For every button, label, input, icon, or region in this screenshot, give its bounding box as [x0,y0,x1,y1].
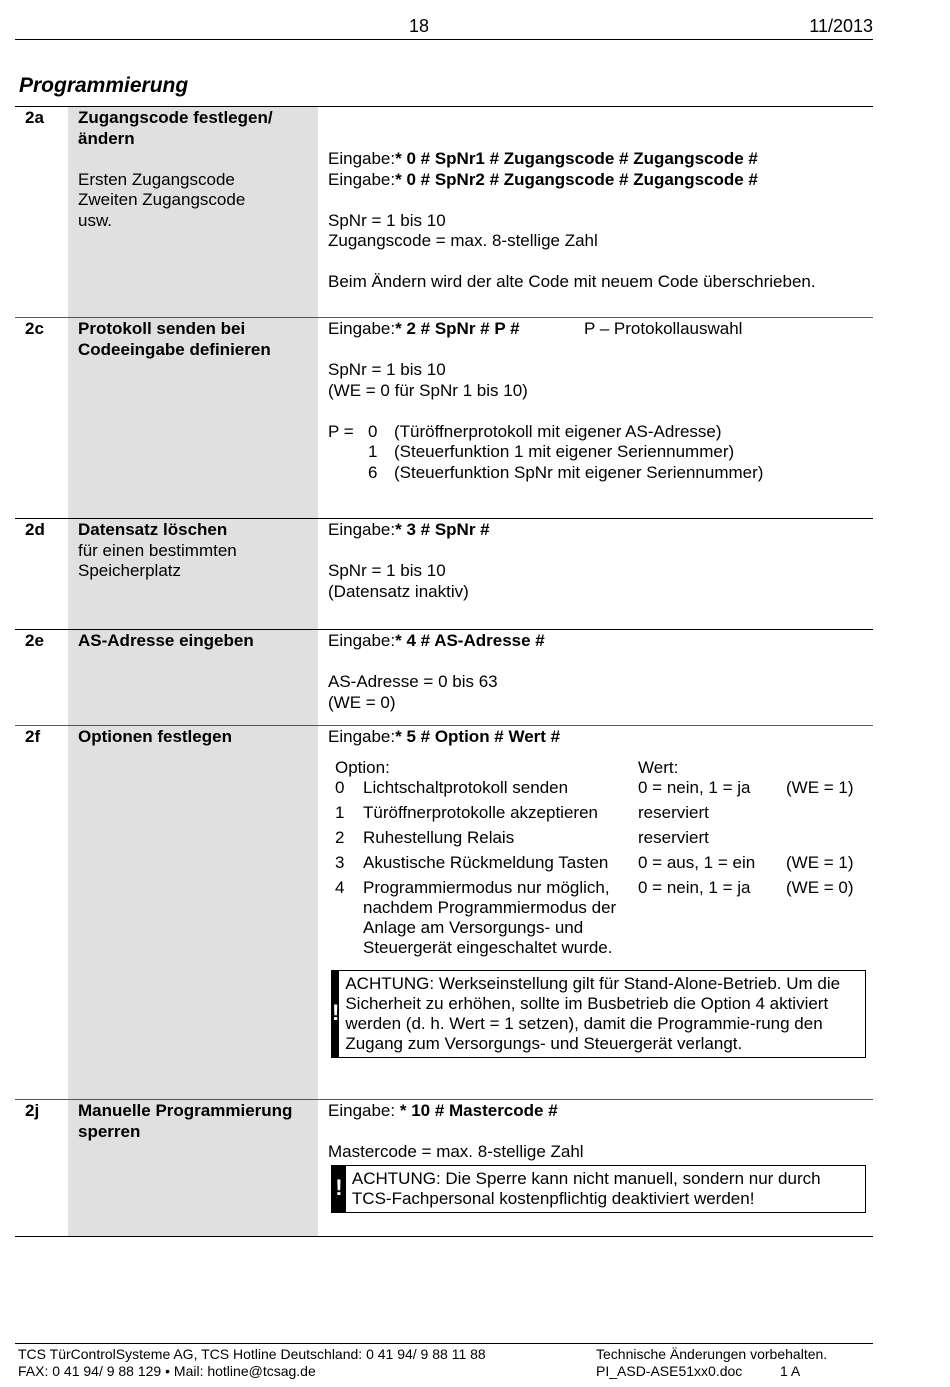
row-number: 2f [25,727,41,746]
footer-company: TCS TürControlSysteme AG, TCS Hotline Deutschland: 0 41 94/ 9 88 11 88 [18,1346,486,1362]
row-content [328,319,873,483]
row-subtext: usw. [78,210,113,230]
row-label [78,727,313,748]
row-title: sperren [78,1121,141,1141]
input-command: * 10 # Mastercode # [399,1101,558,1120]
row-title: Datensatz löschen [78,520,228,539]
input-command: * 0 # SpNr2 # Zugangscode # Zugangscode # [395,169,758,189]
input-line: Eingabe:* 5 # Option # Wert # [328,727,561,746]
info-line: SpNr = 1 bis 10 [328,561,446,580]
footer-left [18,1346,486,1380]
table-row-2a [15,106,873,317]
row-rule [15,629,873,630]
info-line: SpNr = 1 bis 10 [328,210,446,230]
info-line: (Datensatz inaktiv) [328,581,469,601]
info-line: Zugangscode = max. 8-stellige Zahl [328,231,598,250]
row-label [78,319,313,360]
options-table [335,758,873,958]
protocol-option: P = 0 (Türöffnerprotokoll mit eigener AS-Adresse) [328,421,722,441]
info-line: Mastercode = max. 8-stellige Zahl [328,1142,584,1161]
option-row: 3 Akustische Rückmeldung Tasten 0 = aus, 1 = ein (WE = 1) [335,852,854,872]
input-line: Eingabe:* 0 # SpNr2 # Zugangscode # Zugangscode # [328,169,758,189]
row-subtext: für einen bestimmten [78,540,237,560]
row-subtext: Zweiten Zugangscode [78,190,246,209]
info-line: (WE = 0 für SpNr 1 bis 10) [328,380,528,400]
footer-revision: 1 A [780,1363,801,1379]
input-line: Eingabe: * 10 # Mastercode # [328,1101,558,1120]
document-date: 11/2013 [809,16,873,36]
value-column-header: Wert: [638,757,679,777]
row-title: Zugangscode festlegen/ ändern [78,108,273,148]
row-number: 2c [25,319,44,338]
row-content [328,727,873,1058]
input-line: Eingabe:* 4 # AS-Adresse # [328,631,545,650]
table-row-2d [15,518,873,629]
input-command: * 0 # SpNr1 # Zugangscode # Zugangscode # [395,149,758,168]
warning-text: ACHTUNG: Die Sperre kann nicht manuell, sondern nur durch TCS-Fachpersonal kostenpflichtig deaktiviert werden! [351,1168,821,1208]
row-content [328,108,873,293]
warning-box [331,970,866,1058]
info-line: Beim Ändern wird der alte Code mit neuem Code überschrieben. [328,272,816,291]
row-rule [15,1099,873,1100]
exclamation-icon: ! [332,971,339,1057]
table-row-2c [15,317,873,518]
row-rule [15,317,873,318]
info-line: AS-Adresse = 0 bis 63 [328,672,498,691]
row-rule [15,725,873,726]
row-title: Codeeingabe definieren [78,339,271,359]
row-content [328,520,873,602]
info-line: (WE = 0) [328,692,396,712]
row-label [78,520,313,582]
info-line: SpNr = 1 bis 10 [328,360,446,379]
option-row: 4 Programmiermodus nur möglich, nachdem Programmiermodus der Anlage am Versorgungs- und Steuergerät eingeschaltet wurde. 0 = nein, 1 = ja (WE = 0) [335,877,854,957]
row-title: Optionen festlegen [78,727,232,746]
row-subtext: Ersten Zugangscode [78,169,235,189]
table-row-2e [15,629,873,725]
row-number: 2a [25,108,44,127]
row-content [328,631,873,713]
row-title: AS-Adresse eingeben [78,631,254,650]
row-rule [15,518,873,519]
row-content [328,1101,873,1213]
protocol-option: 6 (Steuerfunktion SpNr mit eigener Seriennummer) [368,462,764,482]
option-row: 1 Türöffnerprotokolle akzeptieren reserviert [335,802,709,822]
input-line: Eingabe:* 3 # SpNr # [328,520,490,539]
header-rule [15,39,873,40]
row-title: Protokoll senden bei [78,319,246,338]
programming-table [15,106,873,1236]
option-row: 2 Ruhestellung Relais reserviert [335,827,709,847]
footer-rule [15,1343,873,1344]
warning-text: ACHTUNG: Werkseinstellung gilt für Stand-Alone-Betrieb. Um die Sicherheit zu erhöhen, sollte im Busbetrieb die Option 4 aktiviert werden (d. h. Wert = 1 setzen), damit die Programmie-rung den Zugang zum Versorgungs- und Steuergerät verlangt. [345,973,841,1053]
protocol-option: 1 (Steuerfunktion 1 mit eigener Seriennummer) [368,442,735,461]
footer-document-name: PI_ASD-ASE51xx0.doc [596,1363,743,1379]
footer-right [596,1346,856,1380]
input-line: Eingabe:* 0 # SpNr1 # Zugangscode # Zugangscode # [328,149,758,168]
row-number: 2d [25,520,45,539]
command-note: P – Protokollauswahl [584,319,743,338]
row-label [78,631,313,652]
page-number: 18 [408,16,430,36]
option-column-header: Option: [335,757,390,777]
row-title: Manuelle Programmierung [78,1101,293,1120]
row-label [78,1101,313,1142]
row-subtext: Speicherplatz [78,561,182,580]
options-header [335,758,873,778]
row-number: 2j [25,1101,40,1120]
row-rule [15,106,873,107]
table-bottom-rule [15,1236,873,1237]
footer-contact: FAX: 0 41 94/ 9 88 129 • Mail: hotline@tcsag.de [18,1363,316,1379]
warning-box [331,1165,866,1213]
footer-disclaimer: Technische Änderungen vorbehalten. [596,1346,828,1362]
input-line: Eingabe:* 2 # SpNr # P # P – Protokollauswahl [328,319,743,338]
row-number: 2e [25,631,44,650]
option-row: 0 Lichtschaltprotokoll senden 0 = nein, 1 = ja (WE = 1) [335,777,854,797]
table-row-2j [15,1099,873,1236]
input-command: * 5 # Option # Wert # [395,727,561,746]
row-label [78,108,313,231]
input-command: * 4 # AS-Adresse # [395,631,545,650]
input-command: * 3 # SpNr # [395,520,490,539]
table-row-2f [15,725,873,1099]
section-title: Programmierung [19,74,189,97]
input-command: * 2 # SpNr # P # [395,319,520,338]
exclamation-icon: ! [332,1166,346,1212]
